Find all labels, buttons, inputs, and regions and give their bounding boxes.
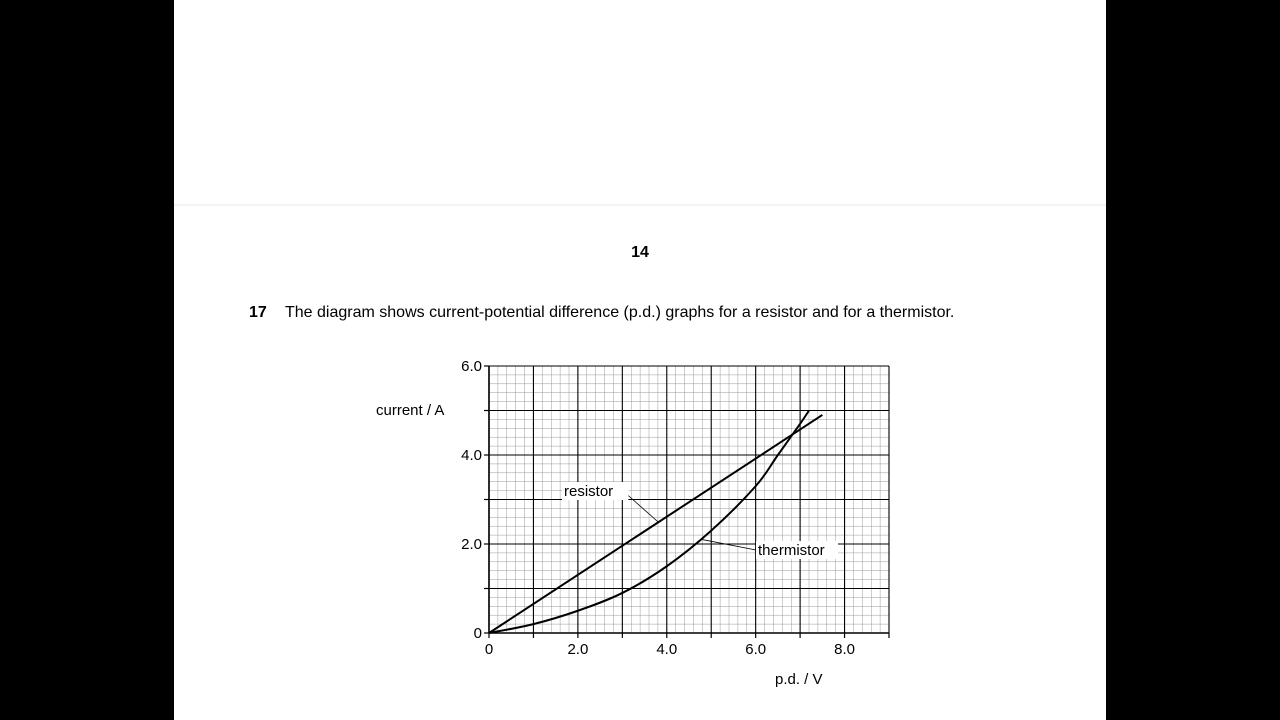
x-axis-label: p.d. / V <box>775 671 823 688</box>
y-tick-label: 6.0 <box>461 358 482 375</box>
question-number: 17 <box>249 304 267 321</box>
y-tick-label: 4.0 <box>461 447 482 464</box>
y-axis-label: current / A <box>376 402 445 419</box>
thermistor-label: thermistor <box>758 542 825 559</box>
resistor-curve <box>489 415 822 633</box>
x-tick-label: 2.0 <box>567 641 589 658</box>
x-tick-label: 4.0 <box>656 641 678 658</box>
exam-page <box>174 0 1106 720</box>
page-number: 14 <box>631 244 649 261</box>
x-tick-label: 8.0 <box>834 641 855 658</box>
resistor-label: resistor <box>564 483 614 500</box>
y-tick-label: 2.0 <box>461 536 482 553</box>
curves <box>489 411 822 634</box>
annotations <box>562 482 838 559</box>
x-tick-label: 6.0 <box>745 641 767 658</box>
y-tick-label: 0 <box>473 625 482 642</box>
question-text: The diagram shows current-potential difference (p.d.) graphs for a resistor and for a thermistor. <box>285 304 955 321</box>
x-tick-label: 0 <box>484 641 494 658</box>
current-pd-graph <box>174 0 1106 720</box>
